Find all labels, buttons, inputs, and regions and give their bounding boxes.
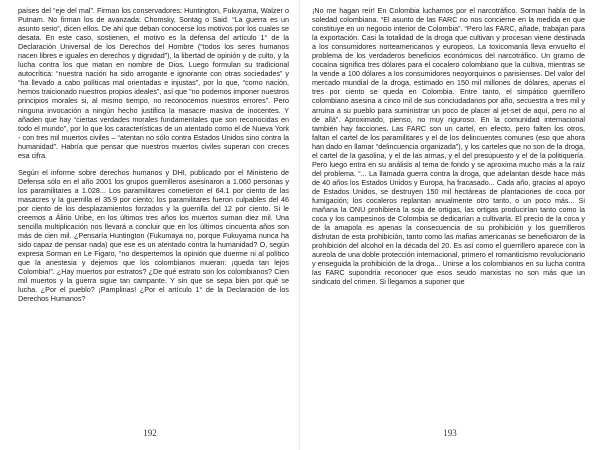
right-page xyxy=(300,0,600,450)
right-page-text xyxy=(312,6,585,286)
left-page-text xyxy=(18,6,289,304)
page-number-right: 193 xyxy=(443,428,457,438)
right-paragraph-1: ¡No me hagan reír! En Colombia luchamos por el narcotráfico. Sorman habla de la soledad colombiana. “El asunto de las FARC no nos concierne en la medida en que constituye en un negocio interior de Colombia”. “Pero las FARC, añade, trabajan para la exportación. Casi la totalidad de la droga que cultivan y procesan viene destinada a los consumidores norteamericanos y europeos. La toxicomanía lleva envuelto el problema de los verdaderos beneficios económicos del narcotráfico. Un gramo de cocaína significa tres dólares para el cocalero colombiano que la cultiva, mientras se la vende a 100 dólares a los consumidores neoyorquinos o parisienses. Del valor del mercado mundial de la droga, estimado en 150 mil millones de dólares, apenas el tres por ciento se queda en Colombia. Entre tanto, el simpático guerrillero colombiano asesina a cinco mil de sus conciudadanos por año, secuestra a tres mil y arruina a su pueblo para suministrar un poco de placer al jet-set de aquí, pero no al de allá”. Aproximado, pienso, no muy riguroso. En la comunidad internacional también hay facciones. Las FARC son un cartel, en efecto, pero falten los otros, faltan el cartel de los paramilitares y el de los delincuentes comunes (eso que ahora han dado en llamar “delincuencia organizada”), y los carteles que no son de la droga, el cartel de la gasolina, y el de las armas, y el del presupuesto y el de la politiquería. Pero luego entra en su análisis al tema de fondo y se aproxima mucho más a la raíz del problema. “... La llamada guerra contra la droga, que adelantan desde hace más de 40 años los Estados Unidos y Europa, ha fracasado... Cada año, gracias al apoyo de Estados Unidos, se destruyen 150 mil hectáreas de plantaciones de coca por fumigación; los cocaleros replantan anualmente otro tanto, o un poco más... Si mañana la ONU prohibiera la soja de ortigas, las ortigas producirían tanto como la coca y los campesinos de Colombia se dedicarían a cultivarla. El precio de la coca y de la amapola es apenas la consecuencia de su prohibición y los guerrilleros disfrutan de esta prohibición, tanto como las mafias americanas se beneficiaron de la prohibición del alcohol en la década del 20. Es así como el guerrillero aparece con la aureola de una doble protección internacional, primero el romanticismo revolucionario y enseguida la prohibición de la droga... Unirse a los colombianos en su lucha contra las FARC supondría reconocer que esos seudo marxistas no son más que un sindicato del crimen. Si llegamos a suponer que xyxy=(312,6,585,287)
left-paragraph-2: Según el informe sobre derechos humanos y DHI, publicado por el Ministerio de Defensa sólo en el año 2001 los grupos guerrilleros asesinaron a 1.060 personas y los paramilitares a 1.028... Los paramilitares cometieron el 64.1 por ciento de las masacres y la guerrilla el 35.9 por ciento; los paramilitares fueron culpables del 46 por ciento de los desplazamientos forzados y la guerrilla del 12 por ciento. Si le creemos a Álirio Uribe, en los últimos tres años los muertos suman diez mil. Una sencilla multiplicación nos llevará a concluir que en los últimos cincuenta años son más de cien mil. ¿Pensaría Huntington (Fukumaya no, porque Fukuyama nunca ha sido capaz de pensar nada) que ese es un atentado contra la humanidad? O, según expresa Sorman en Le Figaro, “no despertemos la opinión que duerme ni al político que la anestesia y dejemos que los colombianos mueran: ¡queda tan lejos Colombia!”. ¿Hay muertos por estratos? ¿De qué estrato son los colombianos? Cien mil muertos y la guerra sigue tan campante. Y sin que se sepa bien por qué se lucha. ¿Por el pueblo? ¡Pamplinas! ¿Por el artículo 1° de la Declaración de los Derechos Humanos? xyxy=(18,167,289,304)
page-number-left: 192 xyxy=(143,428,157,438)
left-paragraph-1: países del “eje del mal”. Firman los conservadores: Huntington, Fukuyama, Walzer o Putnam. No firman los de avanzada: Chomsky, Sontag o Said. “La guerra es un asunto serio”, dicen ellos. De ahí que deban conocerse los motivos por los cuales se desata. En este caso, sostienen, el motivo es la defensa del artículo 1° de la Declaración Universal de los Derechos del Hombre (“todos los seres humanos nacen libres e iguales en derechos y dignidad”), la libertad de opinión y de culto, y la lucha contra los que matan en nombre de Dios. Luego formulan su tradicional autocrítica: “nuestra nación ha sido arrogante e ignorante con otras sociedades” y “ha llevado a cabo políticas mal orientadas e injustas”, por lo que, “como nación, hemos traicionado nuestros propios ideales”, así que “no podemos imponer nuestros principios morales si, al mismo tiempo, no reconocemos nuestros errores”. Pero ninguna invocación a ningún hecho justifica la masacre masiva de inocentes. Y añaden que hay “ciertas verdades morales fundamentales que son reconocidas en todo el mundo”, por lo que los características de un atentado como el de Nueva York - con tres mil muertos civiles – “atentan no sólo contra Estados Unidos sino contra la humanidad”. Habría que pensar que nuestros muertos civiles superan con creces esa cifra. xyxy=(18,6,289,160)
